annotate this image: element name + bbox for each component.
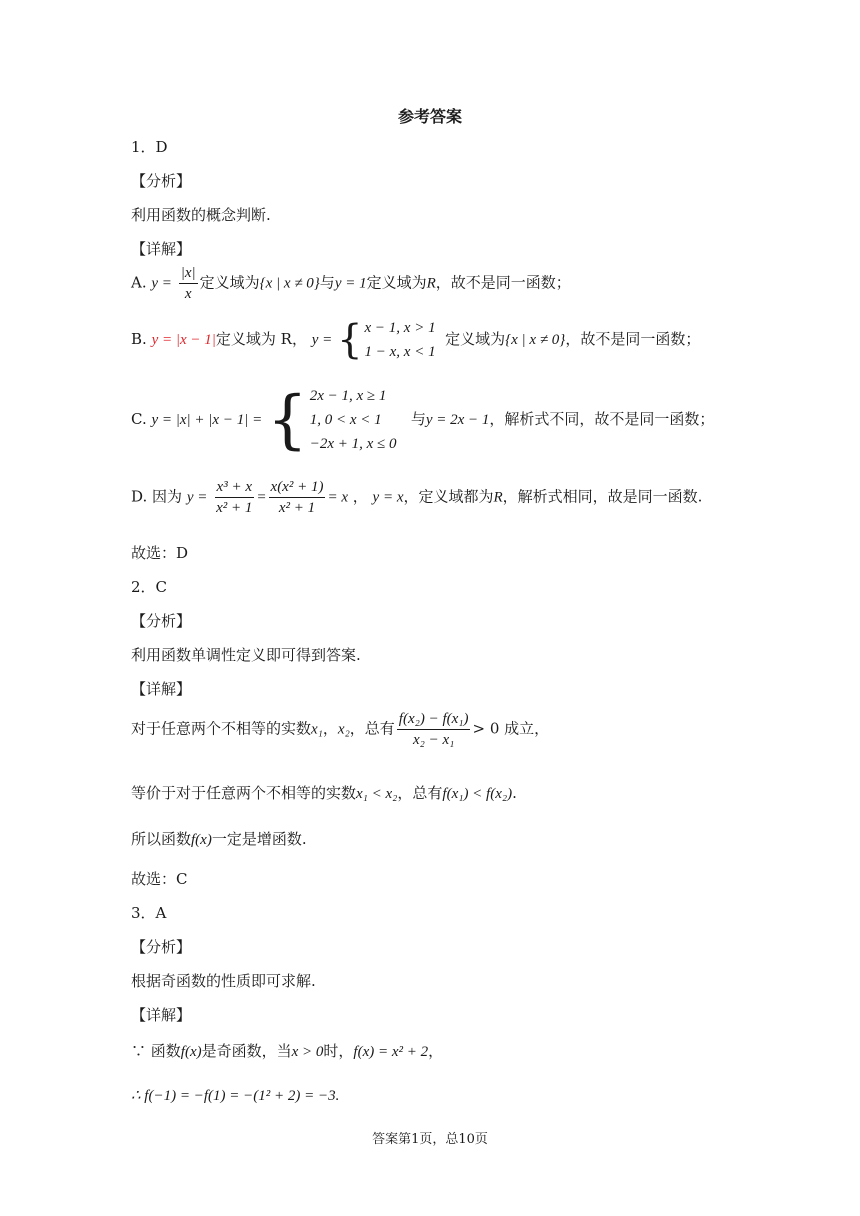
brace-icon: { [337, 317, 363, 363]
line1-x1: x₁ [311, 721, 323, 738]
fraction-denominator: x₂ − x₁ [412, 732, 455, 748]
option-c-lhs: y = |x| + |x − 1| = [151, 412, 263, 428]
case-2: 1, 0 < x < 1 [309, 412, 382, 428]
q1-analysis-text: 利用函数的概念判断. [131, 206, 271, 224]
q3-analysis-label: 【分析】 [131, 938, 192, 956]
option-d-prefix: D. 因为 [131, 487, 183, 506]
option-d-r: R [493, 489, 503, 506]
option-a-fraction [179, 264, 198, 303]
fraction-denominator: x [184, 286, 192, 302]
line2-text: 等价于对于任意两个不相等的实数 [131, 784, 357, 802]
q2-detail-line-1: 对于任意两个不相等的实数x₁，x₂，总有 $\frac{\text{f(x₂) − f(x₁)}}{\text{x₂ − x₁}}$ > 0 成立， [131, 711, 550, 748]
line1-end: > 0 成立， [472, 719, 550, 738]
option-d-eq2: y = x [372, 489, 404, 506]
fraction-numerator: x³ + x [215, 478, 254, 498]
option-a-func: y = [151, 275, 172, 292]
q3-answer: 3．A [131, 904, 167, 922]
option-b-piecewise [337, 316, 436, 364]
option-c-text1: 与 [410, 410, 426, 428]
line2-result: f(x₁) < f(x₂) [442, 786, 513, 802]
line1-x2: x₂ [337, 721, 350, 738]
line1-pre: ∵ 函数 [131, 1042, 181, 1060]
q1-option-a [131, 264, 571, 303]
option-d-fraction-2 [269, 478, 326, 517]
fraction-numerator: f(x₂) − f(x₁) [397, 710, 471, 730]
option-b-set: {x | x ≠ 0} [505, 332, 566, 348]
q2-detail-line-3 [131, 828, 307, 849]
case-3: −2x + 1, x ≤ 0 [309, 436, 397, 452]
q1-option-c [131, 384, 714, 456]
case-1: x − 1, x > 1 [364, 320, 436, 336]
option-c-prefix: C. [131, 410, 147, 428]
option-b-text3: ，故不是同一函数； [565, 330, 701, 348]
line2-always: ，总有 [397, 784, 443, 802]
piecewise-cases [310, 384, 397, 456]
q2-detail-line-2: 等价于对于任意两个不相等的实数x₁ < x₂，总有f(x₁) < f(x₂). [131, 784, 517, 802]
option-a-prefix: A. [131, 273, 147, 292]
brace-icon: { [267, 383, 308, 457]
q1-option-d: D. 因为 y = $\frac{\text{x³ + x}}{\text{x² + 1}}$ = $\frac{\text{x(x² + 1)}}{\text{x² + 1}}$ = x ， y = x，定义域都为R，解析式相同，故是同一函数. [131, 479, 703, 516]
q1-option-b [131, 316, 700, 364]
q1-analysis-label: 【分析】 [131, 172, 192, 190]
option-c-eq: y = 2x − 1 [425, 412, 490, 428]
option-a-eq: y = 1 [334, 275, 367, 292]
q1-choose: 故选：D [131, 544, 189, 562]
piecewise-cases [365, 316, 436, 364]
equals-sign: = [256, 489, 267, 506]
q3-detail-line-1: ∵ 函数f(x)是奇函数，当x > 0时，f(x) = x² + 2， [131, 1042, 444, 1060]
fraction-denominator: x² + 1 [216, 500, 253, 516]
q2-choose: 故选：C [131, 870, 188, 888]
option-d-text: ，定义域都为 [403, 487, 494, 506]
option-d-text2: ，解析式相同，故是同一函数. [502, 487, 703, 506]
fraction-denominator: x² + 1 [278, 500, 316, 516]
option-b-func: y = |x − 1| [151, 332, 216, 348]
line1-always: ，总有 [349, 719, 395, 738]
line3-text2: 一定是增函数. [211, 830, 307, 848]
option-a-text2: 与 [319, 273, 335, 292]
fraction-numerator: |x| [179, 264, 198, 284]
line1-text: 对于任意两个不相等的实数 [131, 719, 312, 738]
line1-cond: x > 0 [291, 1044, 324, 1060]
line1-fraction [397, 710, 471, 749]
q2-detail-label: 【详解】 [131, 680, 192, 698]
line1-def: f(x) = x² + 2 [353, 1044, 429, 1060]
q2-analysis-label: 【分析】 [131, 612, 192, 630]
q1-answer: 1．D [131, 138, 168, 156]
fraction-numerator: x(x² + 1) [269, 478, 326, 498]
option-d-fraction-1 [214, 478, 254, 517]
page-footer: 答案第1页，总10页 [372, 1132, 488, 1147]
q2-analysis-text: 利用函数单调性定义即可得到答案. [131, 646, 361, 664]
line1-f: f(x) [180, 1044, 202, 1060]
case-1: 2x − 1, x ≥ 1 [309, 388, 387, 404]
option-d-y: y = [186, 489, 208, 506]
page-title: 参考答案 [397, 107, 462, 126]
line3-text1: 所以函数 [131, 830, 192, 848]
option-a-text1: 定义域为 [199, 273, 260, 292]
line2-ineq: x₁ < x₂ [356, 786, 398, 802]
line1-when: 时， [323, 1042, 354, 1060]
line3-f: f(x) [191, 832, 212, 848]
q3-detail-line-2: ∴ f(−1) = −f(1) = −(1² + 2) = −3. [131, 1088, 340, 1104]
option-c-piecewise [267, 384, 397, 456]
option-a-r: R [426, 275, 436, 292]
option-b-prefix: B. [131, 330, 147, 348]
option-b-y: y = [311, 332, 333, 348]
q3-detail-label: 【详解】 [131, 1006, 192, 1024]
option-b-text1: 定义域为 R， [215, 330, 307, 348]
q2-answer: 2．C [131, 578, 168, 596]
option-a-set: {x | x ≠ 0} [259, 275, 320, 292]
option-b-text2: 定义域为 [445, 330, 506, 348]
line1-mid: 是奇函数，当 [201, 1042, 292, 1060]
q1-detail-label: 【详解】 [131, 240, 192, 258]
option-d-result: = x [327, 489, 348, 506]
case-2: 1 − x, x < 1 [364, 344, 436, 360]
option-a-text3: 定义域为 [366, 273, 427, 292]
option-c-text2: ，解析式不同，故不是同一函数； [489, 410, 715, 428]
option-a-text4: ，故不是同一函数； [435, 273, 571, 292]
q3-analysis-text: 根据奇函数的性质即可求解. [131, 972, 316, 990]
